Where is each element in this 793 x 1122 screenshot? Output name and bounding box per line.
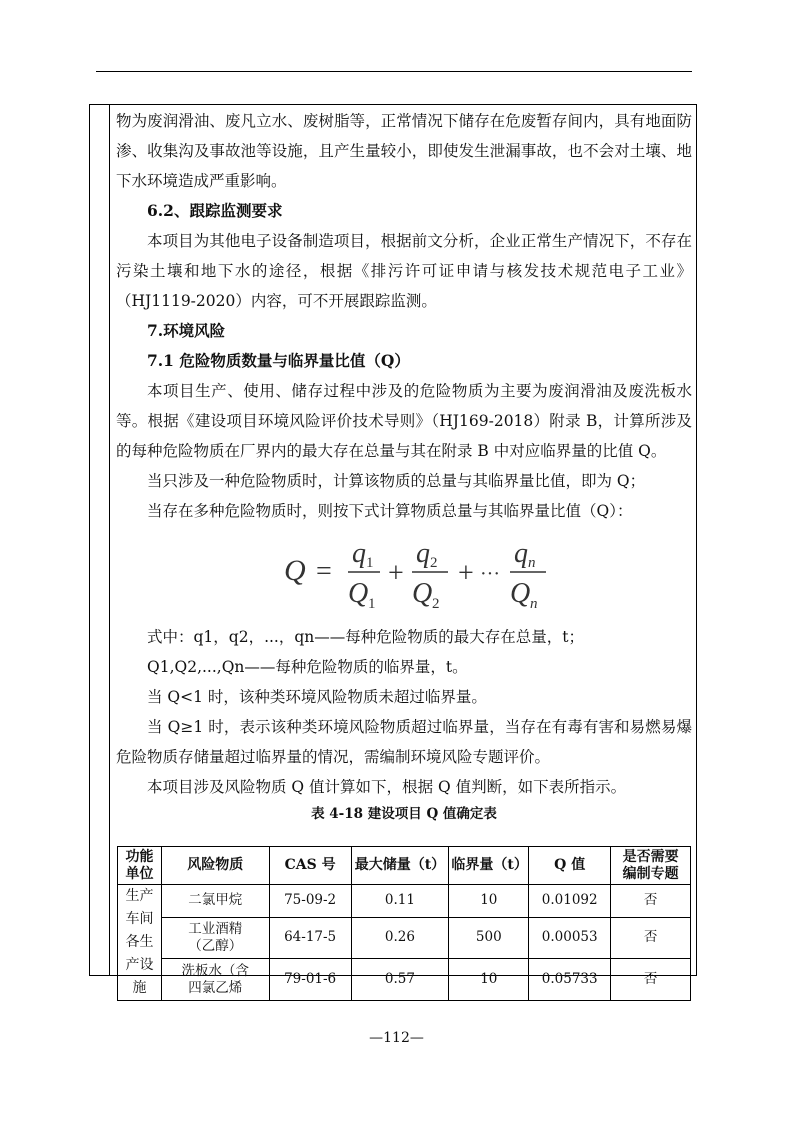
paragraph-multi-substance: 当存在多种危险物质时，则按下式计算物质总量与其临界量比值（Q）： <box>147 502 633 520</box>
paragraph-single-substance: 当只涉及一种危险物质时，计算该物质的总量与其临界量比值，即为 Q； <box>147 472 646 490</box>
formula-den-1-sub: 1 <box>368 596 376 612</box>
q-formula <box>116 526 692 622</box>
formula-ellipsis: ··· <box>480 563 500 585</box>
body-content <box>116 106 692 824</box>
page-number: —112— <box>369 1030 424 1046</box>
header-rule <box>96 71 692 72</box>
formula-den-1: Q <box>348 578 369 609</box>
header-q: Q 值 <box>529 847 611 885</box>
paragraph-soil-impact: 物为废润滑油、废凡立水、废树脂等，正常情况下储存在危废暂存间内，具有地面防渗、收集沟及事故池等设施，且产生量较小，即使发生泄漏事故，也不会对土壤、地下水环境造成严重影响。 <box>116 112 692 190</box>
formula-den-2-sub: 2 <box>432 596 440 612</box>
cell-cas: 79-01-6 <box>269 959 351 1001</box>
cell-critical: 500 <box>449 917 529 959</box>
formula-num-1: q <box>352 538 366 569</box>
header-cas: CAS 号 <box>269 847 351 885</box>
cell-q: 0.01092 <box>529 885 611 918</box>
formula-den-n: Q <box>510 578 531 609</box>
table-caption: 表 4-18 建设项目 Q 值确定表 <box>311 806 497 822</box>
paragraph-hazard-intro: 本项目生产、使用、储存过程中涉及的危险物质为主要为废润滑油及废洗板水等。根据《建设项目环境风险评价技术导则》（HJ169-2018）附录 B，计算所涉及的每种危险物质在厂界内的最大存在总量与其在附录 B 中对应临界量的比值 Q。 <box>116 382 692 460</box>
paragraph-monitoring: 本项目为其他电子设备制造项目，根据前文分析，企业正常生产情况下，不存在污染土壤和地下水的途径，根据《排污许可证申请与核发技术规范电子工业》（HJ1119-2020）内容，可不开展跟踪监测。 <box>116 232 692 310</box>
cell-max: 0.26 <box>351 917 449 959</box>
heading-7: 7.环境风险 <box>147 321 226 340</box>
cell-substance: 工业酒精 （乙醇） <box>161 917 269 959</box>
formula-num-2-sub: 2 <box>430 555 438 571</box>
cell-q: 0.00053 <box>529 917 611 959</box>
table-row <box>118 885 691 918</box>
cell-cas: 64-17-5 <box>269 917 351 959</box>
cell-substance: 洗板水（含 四氯乙烯 <box>161 959 269 1001</box>
paragraph-table-intro: 本项目涉及风险物质 Q 值计算如下，根据 Q 值判断，如下表所指示。 <box>147 778 627 796</box>
formula-equals: = <box>316 556 332 587</box>
frame-divider <box>109 104 110 976</box>
cell-critical: 10 <box>449 959 529 1001</box>
formula-plus-1: + <box>388 558 404 589</box>
paragraph-formula-q: 式中：q1，q2，...，qn——每种危险物质的最大存在总量，t； <box>147 628 584 646</box>
formula-num-2: q <box>416 538 430 569</box>
cell-cas: 75-09-2 <box>269 885 351 918</box>
header-special: 是否需要 编制专题 <box>611 847 691 885</box>
heading-7-1: 7.1 危险物质数量与临界量比值（Q） <box>147 351 410 370</box>
q-formula-graphic <box>284 532 584 612</box>
formula-lhs: Q <box>284 554 306 587</box>
cell-critical: 10 <box>449 885 529 918</box>
header-substance: 风险物质 <box>161 847 269 885</box>
table-header-row <box>118 847 691 885</box>
cell-special: 否 <box>611 917 691 959</box>
formula-den-2: Q <box>412 578 433 609</box>
table-row <box>118 917 691 959</box>
table-row <box>118 959 691 1001</box>
formula-num-n: q <box>514 538 528 569</box>
formula-den-n-sub: n <box>530 596 538 612</box>
cell-max: 0.57 <box>351 959 449 1001</box>
cell-special: 否 <box>611 959 691 1001</box>
header-unit: 功能 单位 <box>118 847 162 885</box>
formula-num-n-sub: n <box>528 555 536 571</box>
cell-max: 0.11 <box>351 885 449 918</box>
paragraph-formula-critical: Q1,Q2,...,Qn——每种危险物质的临界量，t。 <box>147 658 468 676</box>
formula-num-1-sub: 1 <box>366 555 374 571</box>
header-max-storage: 最大储量（t） <box>351 847 449 885</box>
header-critical: 临界量（t） <box>449 847 529 885</box>
cell-unit: 生产 车间 各生 产设 施 <box>118 885 162 1001</box>
paragraph-q-less-1: 当 Q<1 时，该种类环境风险物质未超过临界量。 <box>147 688 487 706</box>
cell-q: 0.05733 <box>529 959 611 1001</box>
paragraph-q-ge-1: 当 Q≥1 时，表示该种类环境风险物质超过临界量，当存在有毒有害和易燃易爆危险物质存储量超过临界量的情况，需编制环境风险专题评价。 <box>116 718 692 766</box>
cell-special: 否 <box>611 885 691 918</box>
cell-substance: 二氯甲烷 <box>161 885 269 918</box>
q-value-table <box>117 846 691 1001</box>
formula-plus-2: + <box>458 558 474 589</box>
heading-6-2: 6.2、跟踪监测要求 <box>147 201 283 220</box>
